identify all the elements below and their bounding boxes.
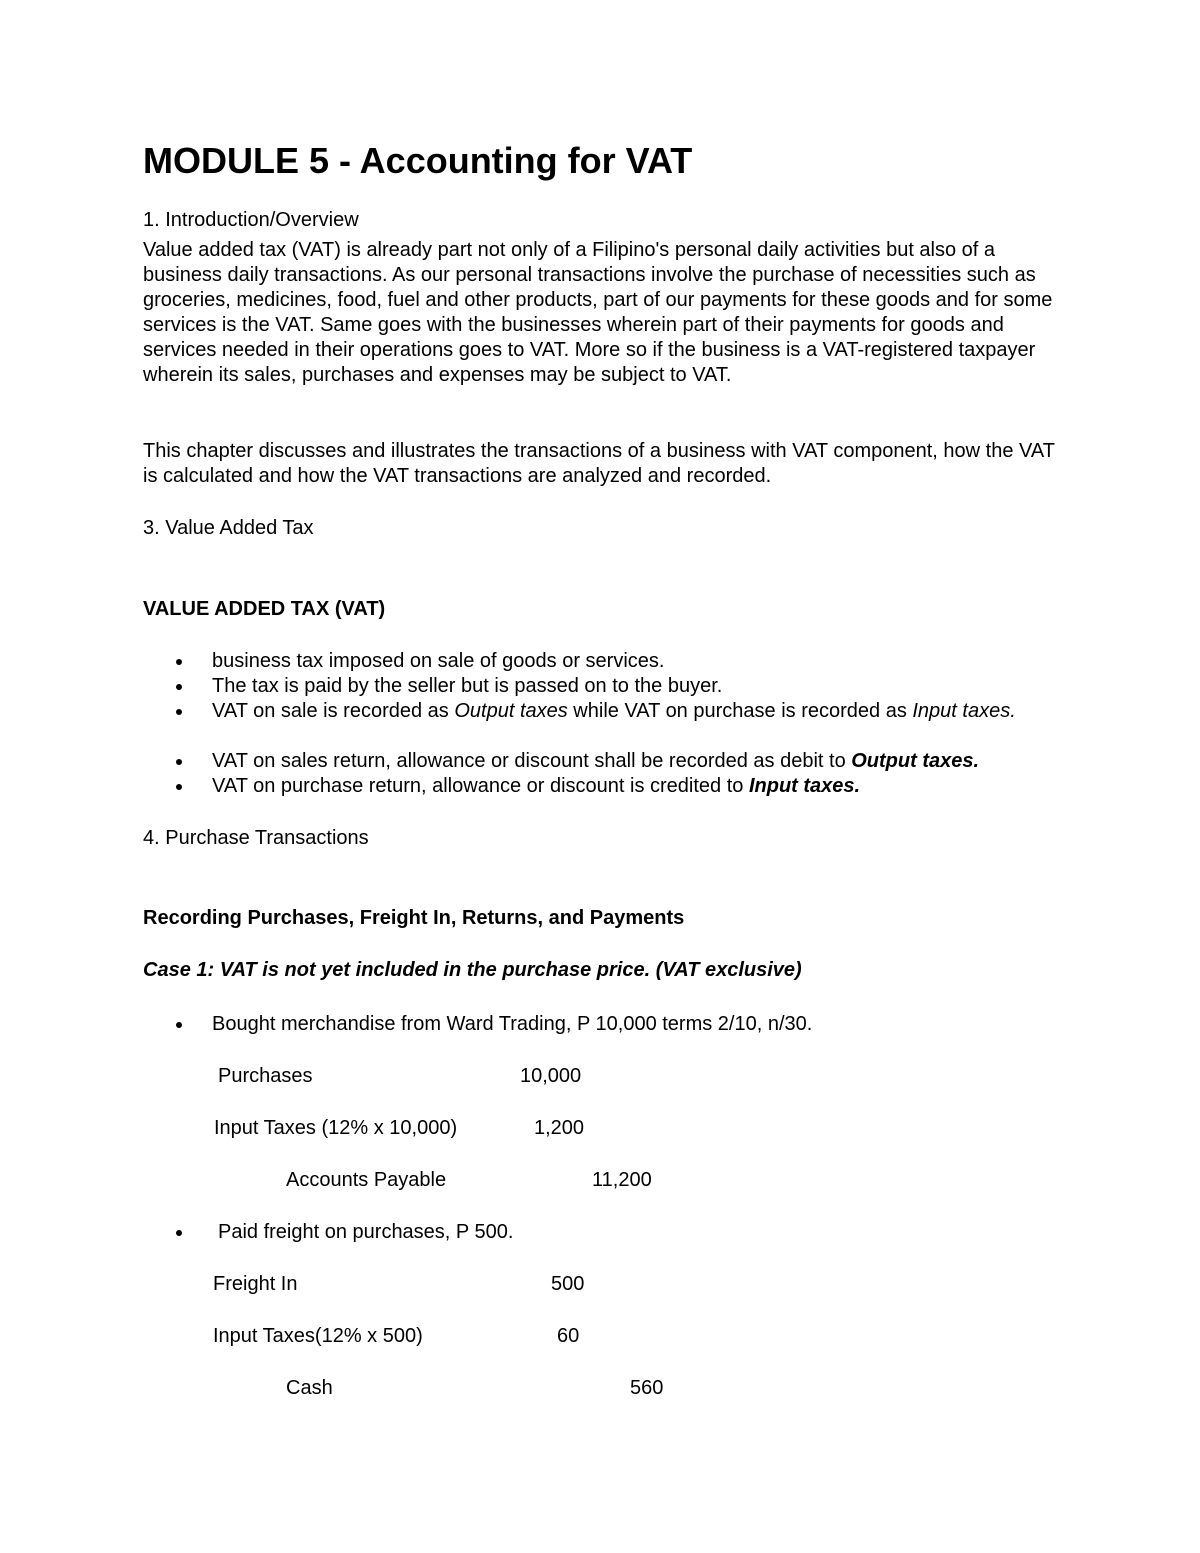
vat-subheading: VALUE ADDED TAX (VAT): [143, 598, 386, 620]
page-title: MODULE 5 - Accounting for VAT: [143, 140, 693, 181]
input-taxes-term: Input taxes.: [748, 775, 861, 797]
journal-entry-amount: 1,200: [534, 1117, 585, 1139]
output-taxes-term: Output taxes: [454, 700, 568, 722]
bullet-icon: [176, 774, 188, 799]
bullet-icon: [176, 674, 188, 699]
journal-entry-amount: 60: [557, 1325, 580, 1347]
text-run: VAT on purchase return, allowance or discount is credited to: [212, 775, 749, 797]
bullet-icon: [176, 749, 188, 774]
vat-bullet-2: The tax is paid by the seller but is passed on to the buyer.: [212, 675, 723, 697]
vat-bullet-3: [212, 699, 1042, 724]
journal-entry-account: Purchases: [218, 1065, 313, 1087]
bullet-icon: [176, 1220, 188, 1245]
chapter-summary-paragraph: This chapter discusses and illustrates the transactions of a business with VAT component, how the VAT is calculated and how the VAT transactions are analyzed and recorded.: [143, 440, 1055, 487]
section-heading-introduction: 1. Introduction/Overview: [143, 209, 359, 231]
section-heading-purchase-transactions: 4. Purchase Transactions: [143, 827, 369, 849]
vat-bullet-4: [212, 749, 1072, 774]
journal-entry-account: Freight In: [213, 1273, 298, 1295]
transaction-2-description: Paid freight on purchases, P 500.: [218, 1221, 514, 1243]
journal-entry-amount: 560: [630, 1377, 664, 1399]
journal-entry-account: Accounts Payable: [286, 1169, 447, 1191]
bullet-icon: [176, 1012, 188, 1037]
journal-entry-account: Input Taxes (12% x 10,000): [214, 1117, 458, 1139]
section-heading-value-added-tax: 3. Value Added Tax: [143, 517, 314, 539]
journal-entry-amount: 10,000: [520, 1065, 582, 1087]
vat-bullet-1: business tax imposed on sale of goods or services.: [212, 650, 665, 672]
journal-entry-amount: 11,200: [592, 1169, 652, 1191]
text-run: while VAT on purchase is recorded as: [567, 700, 913, 722]
bullet-icon: [176, 649, 188, 674]
input-taxes-term: Input taxes.: [912, 700, 1016, 722]
text-run: VAT on sale is recorded as: [212, 700, 455, 722]
bullet-icon: [176, 699, 188, 724]
journal-entry-account: Input Taxes(12% x 500): [213, 1325, 423, 1347]
recording-purchases-subheading: Recording Purchases, Freight In, Returns, and Payments: [143, 907, 685, 929]
vat-bullet-5: [212, 774, 1072, 799]
journal-entry-account: Cash: [286, 1377, 333, 1399]
journal-entry-amount: 500: [551, 1273, 585, 1295]
text-run: VAT on sales return, allowance or discount shall be recorded as debit to: [212, 750, 852, 772]
transaction-1-description: Bought merchandise from Ward Trading, P 10,000 terms 2/10, n/30.: [212, 1013, 813, 1035]
output-taxes-term: Output taxes.: [851, 750, 980, 772]
intro-paragraph: Value added tax (VAT) is already part not only of a Filipino's personal daily activities but also of a business daily transactions. As our personal transactions involve the purchase of necessities such as groceries, medicines, food, fuel and other products, part of our payments for these goods and for some services is the VAT. Same goes with the businesses wherein part of their payments for goods and services needed in their operations goes to VAT. More so if the business is a VAT-registered taxpayer wherein its sales, purchases and expenses may be subject to VAT.: [143, 239, 1053, 386]
case-1-heading: Case 1: VAT is not yet included in the purchase price. (VAT exclusive): [143, 959, 802, 981]
